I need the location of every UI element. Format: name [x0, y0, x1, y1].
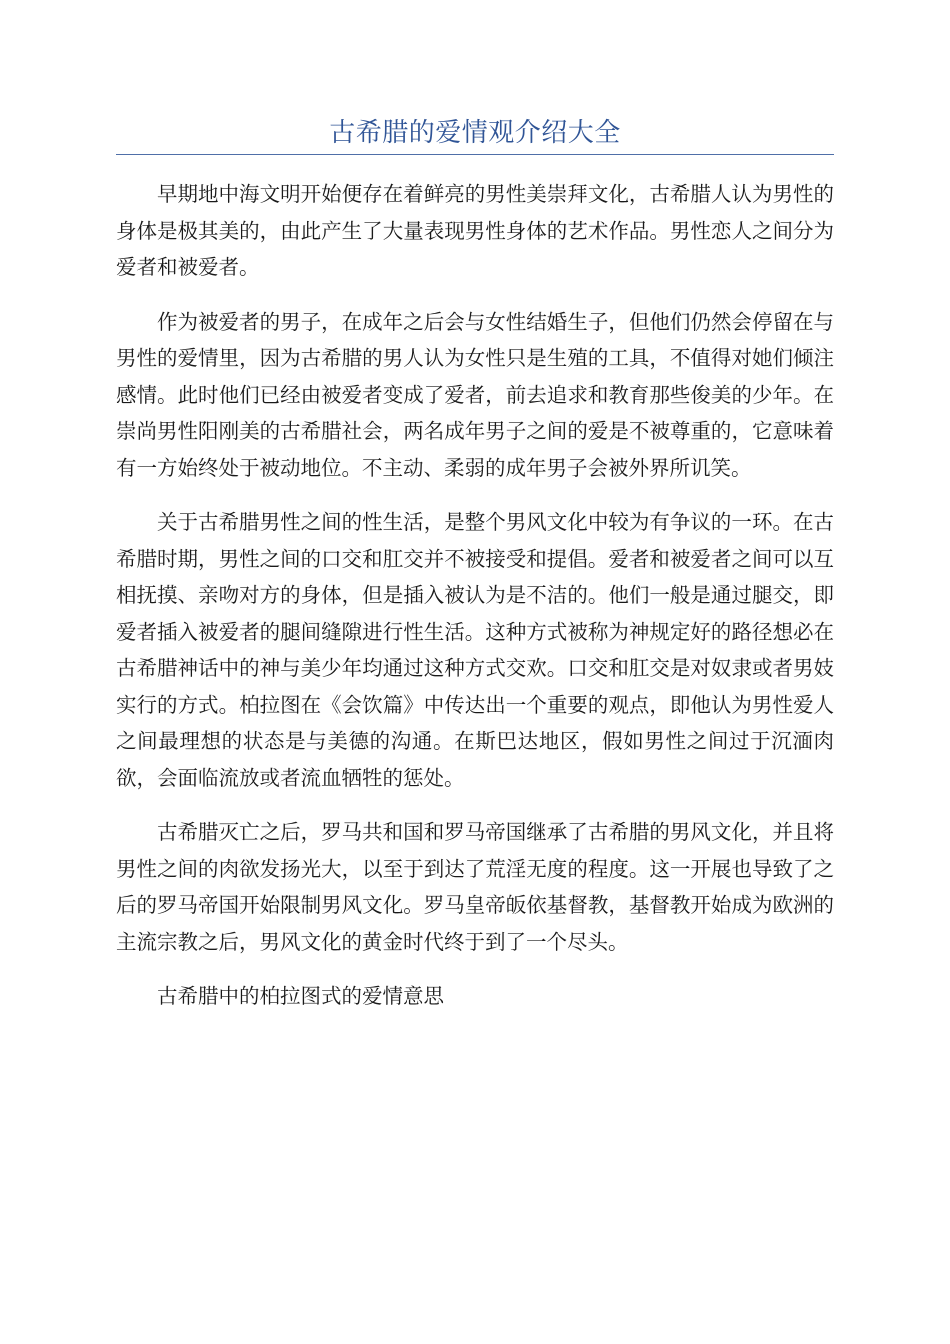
- title-underline: [116, 154, 834, 155]
- section-heading: 古希腊中的柏拉图式的爱情意思: [157, 984, 444, 1008]
- document-body: [116, 176, 834, 1015]
- document-title: 古希腊的爱情观介绍大全: [329, 118, 621, 148]
- paragraph-2: 作为被爱者的男子，在成年之后会与女性结婚生子，但他们仍然会停留在与男性的爱情里，因为古希腊的男人认为女性只是生殖的工具，不值得对她们倾注感情。此时他们已经由被爱者变成了爱者，前去追求和教育那些俊美的少年。在崇尚男性阳刚美的古希腊社会，两名成年男子之间的爱是不被尊重的，它意味着有一方始终处于被动地位。不主动、柔弱的成年男子会被外界所讥笑。: [116, 309, 834, 480]
- paragraph-4: 古希腊灭亡之后，罗马共和国和罗马帝国继承了古希腊的男风文化，并且将男性之间的肉欲发扬光大，以至于到达了荒淫无度的程度。这一开展也导致了之后的罗马帝国开始限制男风文化。罗马皇帝皈依基督教，基督教开始成为欧洲的主流宗教之后，男风文化的黄金时代终于到了一个尽头。: [116, 820, 834, 954]
- paragraph-1: 早期地中海文明开始便存在着鲜亮的男性美崇拜文化，古希腊人认为男性的身体是极其美的，由此产生了大量表现男性身体的艺术作品。男性恋人之间分为爱者和被爱者。: [116, 182, 834, 279]
- document-page: [116, 0, 834, 1033]
- paragraph-3: 关于古希腊男性之间的性生活，是整个男风文化中较为有争议的一环。在古希腊时期，男性之间的口交和肛交并不被接受和提倡。爱者和被爱者之间可以互相抚摸、亲吻对方的身体，但是插入被认为是不洁的。他们一般是通过腿交，即爱者插入被爱者的腿间缝隙进行性生活。这种方式被称为神规定好的路径想必在古希腊神话中的神与美少年均通过这种方式交欢。口交和肛交是对奴隶或者男妓实行的方式。柏拉图在《会饮篇》中传达出一个重要的观点，即他认为男性爱人之间最理想的状态是与美德的沟通。在斯巴达地区，假如男性之间过于沉湎肉欲，会面临流放或者流血牺牲的惩处。: [116, 510, 834, 790]
